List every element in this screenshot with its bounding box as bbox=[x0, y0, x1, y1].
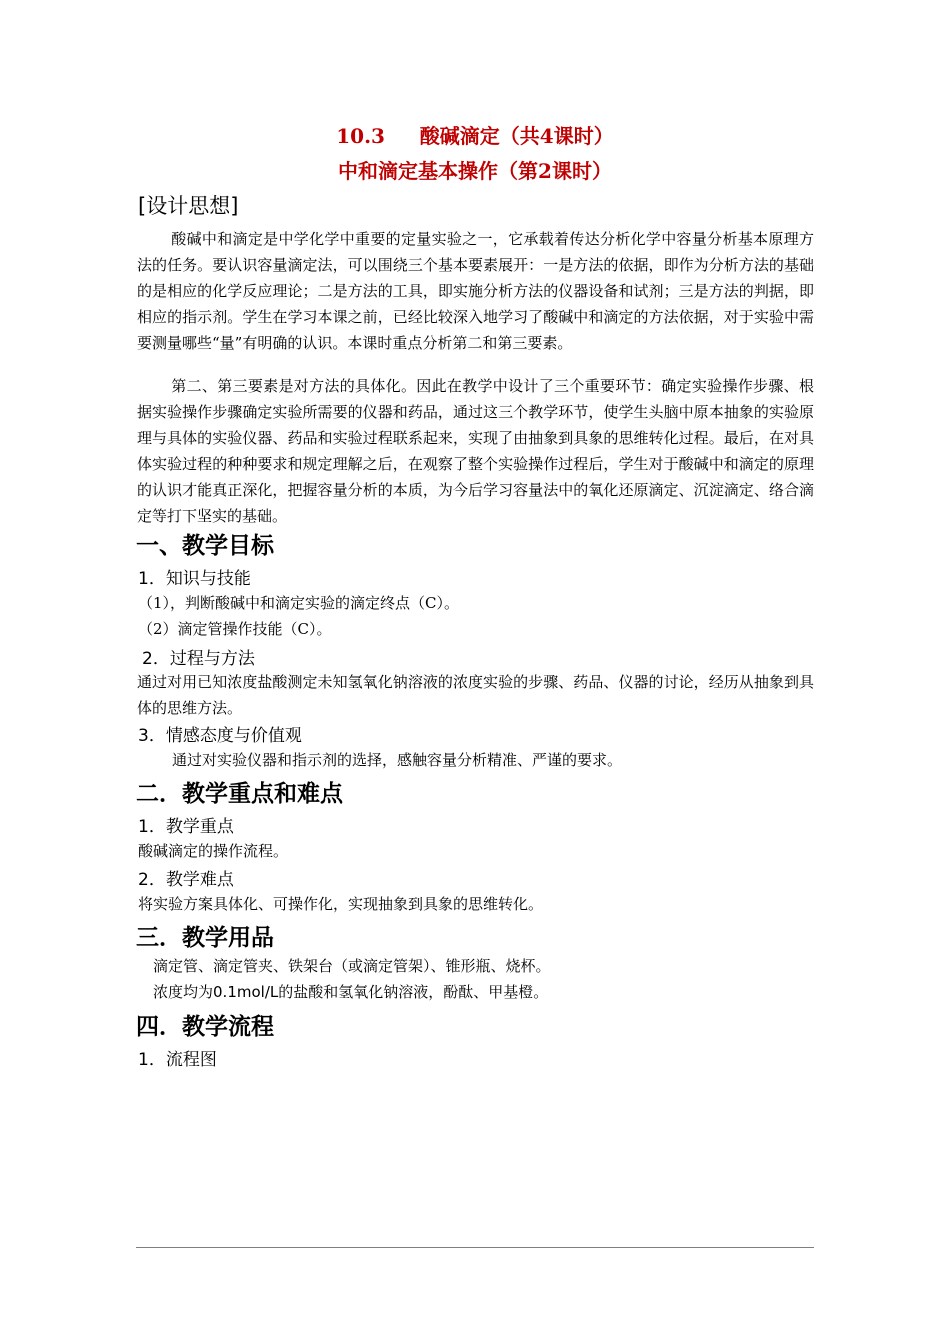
section-1-heading: 一、教学目标 bbox=[136, 533, 274, 559]
design-heading: [设计思想] bbox=[138, 194, 239, 218]
difficulties-text: 将实验方案具体化、可操作化，实现抽象到具象的思维转化。 bbox=[138, 895, 544, 913]
knowledge-item-1: （1），判断酸碱中和滴定实验的滴定终点（C）。 bbox=[138, 594, 460, 612]
design-paragraph-2 bbox=[137, 373, 814, 529]
section-3-heading: 三．教学用品 bbox=[136, 925, 274, 951]
document-title: 10.3 酸碱滴定（共4课时） bbox=[336, 124, 614, 148]
document-subtitle: 中和滴定基本操作（第2课时） bbox=[338, 159, 612, 183]
design-paragraph-2-text: 第二、第三要素是对方法的具体化。因此在教学中设计了三个重要环节：确定实验操作步骤、根据实验操作步骤确定实验所需要的仪器和药品，通过这三个教学环节，使学生头脑中原本抽象的实验原理与具体的实验仪器、药品和实验过程联系起来，实现了由抽象到具象的思维转化过程。最后，在对具体实验过程的种种要求和规定理解之后，在观察了整个实验操作过程后，学生对于酸碱中和滴定的原理的认识才能真正深化，把握容量分析的本质，为今后学习容量法中的氧化还原滴定、沉淀滴定、络合滴定等打下坚实的基础。 bbox=[137, 377, 814, 525]
knowledge-skills-heading: 1．知识与技能 bbox=[138, 569, 251, 589]
process-method-text: 通过对用已知浓度盐酸测定未知氢氧化钠溶液的浓度实验的步骤、药品、仪器的讨论，经历从抽象到具体的思维方法。 bbox=[137, 673, 814, 717]
flowchart-heading: 1．流程图 bbox=[138, 1050, 217, 1070]
design-paragraph-1-text: 酸碱中和滴定是中学化学中重要的定量实验之一，它承载着传达分析化学中容量分析基本原理方法的任务。要认识容量滴定法，可以围绕三个基本要素展开：一是方法的依据，即作为分析方法的基础的是相应的化学反应理论；二是方法的工具，即实施分析方法的仪器设备和试剂；三是方法的判据，即相应的指示剂。学生在学习本课之前，已经比较深入地学习了酸碱中和滴定的方法依据，对于实验中需要测量哪些“量”有明确的认识。本课时重点分析第二和第三要素。 bbox=[137, 230, 814, 352]
difficulties-heading: 2．教学难点 bbox=[138, 870, 234, 890]
concentration-value: 0.1mol/L bbox=[213, 983, 279, 1001]
supplies-line-1: 滴定管、滴定管夹、铁架台（或滴定管架）、锥形瓶、烧杯。 bbox=[153, 957, 551, 975]
supplies-line-2 bbox=[153, 982, 548, 1002]
process-method-heading: 2．过程与方法 bbox=[142, 649, 255, 669]
knowledge-item-2: （2）滴定管操作技能（C）。 bbox=[138, 620, 332, 638]
supplies-line-2-pre: 浓度均为 bbox=[153, 983, 214, 1001]
key-points-heading: 1．教学重点 bbox=[138, 817, 234, 837]
supplies-line-2-post: 的盐酸和氢氧化钠溶液，酚酞、甲基橙。 bbox=[278, 983, 549, 1001]
footer-rule bbox=[136, 1247, 814, 1248]
emotion-values-heading: 3．情感态度与价值观 bbox=[138, 726, 302, 746]
key-points-text: 酸碱滴定的操作流程。 bbox=[138, 842, 289, 860]
section-2-heading: 二．教学重点和难点 bbox=[136, 781, 343, 807]
design-paragraph-1 bbox=[137, 226, 814, 356]
emotion-values-text: 通过对实验仪器和指示剂的选择，感触容量分析精准、严谨的要求。 bbox=[172, 751, 623, 769]
section-4-heading: 四．教学流程 bbox=[136, 1014, 274, 1040]
